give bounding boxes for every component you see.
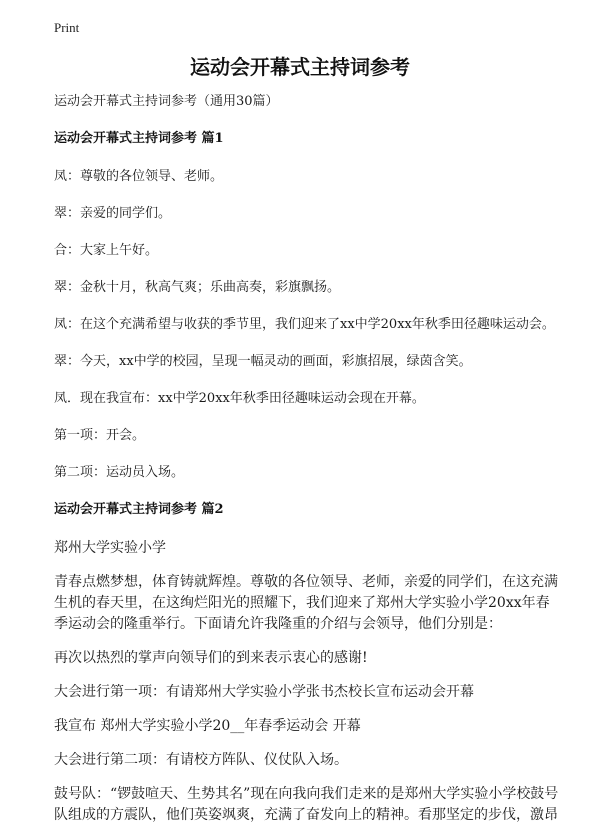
document-body [54, 92, 559, 839]
paragraph: 第二项：运动员入场。 [54, 465, 185, 480]
paragraph: 郑州大学实验小学 [54, 540, 166, 556]
paragraph: 大会进行第一项：有请郑州大学实验小学张书杰校长宣布运动会开幕 [54, 684, 474, 700]
paragraph: 第一项：开会。 [54, 428, 146, 443]
page-title: 运动会开幕式主持词参考 [190, 55, 410, 79]
paragraph: 凤：尊敬的各位领导、老师。 [54, 169, 224, 184]
paragraph: 凤．现在我宣布：xx中学20xx年秋季田径趣味运动会现在开幕。 [54, 391, 425, 406]
paragraph: 再次以热烈的掌声向领导们的到来表示衷心的感谢! [54, 650, 368, 666]
paragraph: 翠：金秋十月，秋高气爽；乐曲高奏，彩旗飘扬。 [54, 280, 341, 295]
paragraph: 大会进行第二项：有请校方阵队、仪仗队入场。 [54, 752, 348, 768]
print-link[interactable]: Print [54, 20, 80, 35]
subtitle: 运动会开幕式主持词参考（通用30篇） [54, 94, 279, 109]
section-heading: 运动会开幕式主持词参考 篇1 [54, 131, 224, 146]
paragraph: 翠：今天，xx中学的校园，呈现一幅灵动的画面，彩旗招展，绿茵含笑。 [54, 354, 472, 369]
section-heading: 运动会开幕式主持词参考 篇2 [54, 502, 224, 517]
paragraph: 青春点燃梦想，体育铸就辉煌。尊敬的各位领导、老师，亲爱的同学们，在这充满生机的春天里，在这绚烂阳光的照耀下，我们迎来了郑州大学实验小学20xx年春季运动会的隆重举行。下面请允许我隆重的介绍与会领导，他们分别是： [54, 574, 558, 632]
paragraph: 鼓号队：“锣鼓喧天、生势其名”现在向我向我们走来的是郑州大学实验小学校鼓号队组成的方震队，他们英姿飒爽，充满了奋发向上的精神。看那坚定的步伐，激昂 [54, 786, 559, 823]
paragraph: 我宣布 郑州大学实验小学20__年春季运动会 开幕 [54, 718, 361, 734]
paragraph: 合：大家上午好。 [54, 243, 159, 258]
paragraph: 翠：亲爱的同学们。 [54, 206, 172, 221]
paragraph: 凤：在这个充满希望与收获的季节里，我们迎来了xx中学20xx年秋季田径趣味运动会。 [54, 317, 555, 332]
